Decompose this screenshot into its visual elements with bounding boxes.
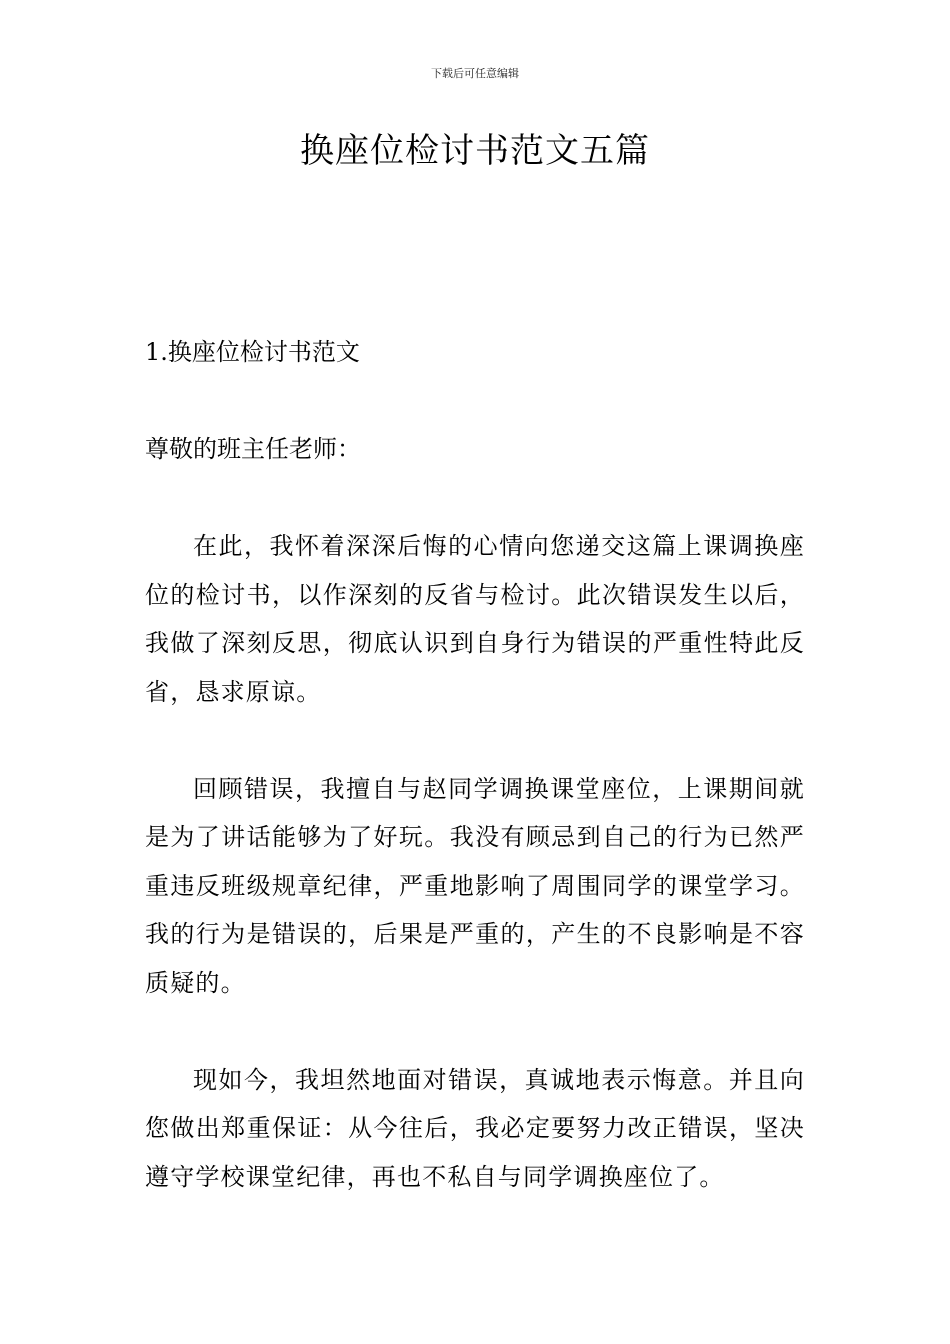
header-note: 下载后可任意编辑: [431, 67, 519, 80]
document-body: [145, 328, 805, 1201]
paragraph-1: 在此，我怀着深深后悔的心情向您递交这篇上课调换座位的检讨书，以作深刻的反省与检讨。此次错误发生以后，我做了深刻反思，彻底认识到自身行为错误的严重性特此反省，恳求原谅。: [145, 532, 805, 706]
paragraph-3: 现如今，我坦然地面对错误，真诚地表示悔意。并且向您做出郑重保证：从今往后，我必定要努力改正错误，坚决遵守学校课堂纪律，再也不私自与同学调换座位了。: [145, 1065, 805, 1191]
greeting: 尊敬的班主任老师：: [145, 435, 361, 463]
paragraph-2: 回顾错误，我擅自与赵同学调换课堂座位，上课期间就是为了讲话能够为了好玩。我没有顾忌到自己的行为已然严重违反班级规章纪律，严重地影响了周围同学的课堂学习。我的行为是错误的，后果是严重的，产生的不良影响是不容质疑的。: [145, 774, 805, 997]
section-heading: 1.换座位检讨书范文: [145, 338, 360, 366]
document-title: 换座位检讨书范文五篇: [300, 131, 650, 171]
